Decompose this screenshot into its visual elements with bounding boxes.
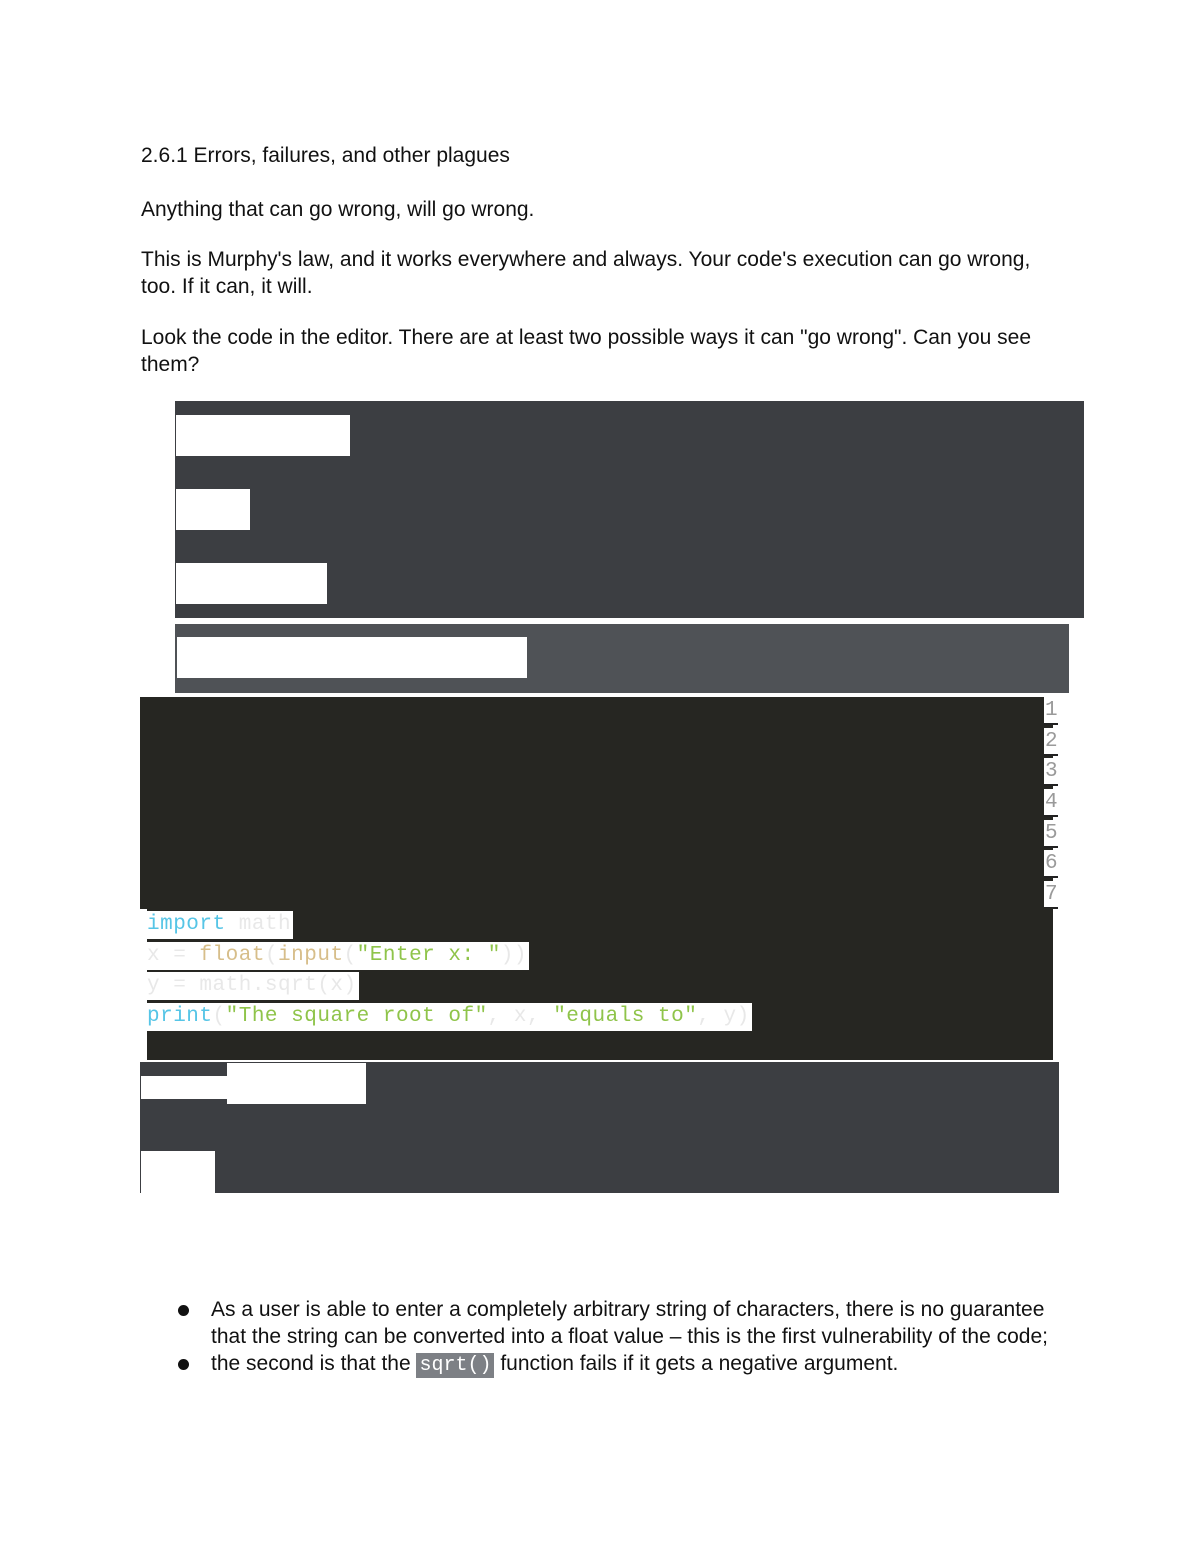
- bullet-text: the second is that the: [211, 1352, 417, 1375]
- code-token: y = math.sqrt(x): [147, 974, 357, 997]
- string-literal: "equals to": [553, 1004, 698, 1028]
- function-name: input: [278, 943, 344, 967]
- code-token: , x,: [487, 1004, 554, 1028]
- redacted-label: [141, 1076, 227, 1099]
- bullet-text: function fails if it gets a negative argument.: [494, 1352, 899, 1375]
- code-token: (: [212, 1004, 226, 1028]
- list-item: [211, 1350, 1051, 1379]
- function-name: float: [199, 943, 265, 967]
- keyword: import: [147, 913, 226, 936]
- line-number-gutter: [1044, 697, 1058, 912]
- code-token: , y): [697, 1004, 750, 1028]
- code-line-import: [147, 911, 293, 939]
- line-number: 2: [1044, 728, 1058, 756]
- editor-toolbar-panel: [175, 401, 1084, 618]
- code-token: x =: [147, 943, 200, 967]
- redacted-button[interactable]: [176, 489, 250, 530]
- bullet-text: As a user is able to enter a completely arbitrary string of characters, there is no guarantee that the string can be converted into a float value – this is the first vulnerability of the code;: [211, 1298, 1048, 1348]
- vulnerability-list: [211, 1296, 1051, 1379]
- code-line-print: [147, 1003, 752, 1031]
- line-number: 4: [1044, 789, 1058, 817]
- string-literal: "The square root of": [225, 1004, 488, 1028]
- editor-prompt-paragraph: Look the code in the editor. There are at least two possible ways it can "go wrong". Can you see them?: [141, 326, 1032, 376]
- intro-paragraph: This is Murphy's law, and it works everywhere and always. Your code's execution can go wrong, too. If it can, it will.: [141, 248, 1031, 298]
- code-block: [147, 911, 752, 1033]
- redacted-button[interactable]: [141, 1151, 215, 1193]
- line-number: 7: [1044, 881, 1058, 909]
- line-number: 1: [1044, 697, 1058, 725]
- code-token: math: [225, 913, 292, 936]
- line-number: 3: [1044, 758, 1058, 786]
- code-line-input: [147, 942, 529, 970]
- keyword: print: [147, 1004, 213, 1028]
- file-tab[interactable]: [177, 637, 527, 678]
- redacted-button[interactable]: [176, 563, 327, 604]
- murphy-quote: Anything that can go wrong, will go wrong.: [141, 198, 535, 221]
- line-number: 6: [1044, 850, 1058, 878]
- code-editor-area[interactable]: [140, 697, 1053, 909]
- string-literal: "Enter x: ": [356, 943, 501, 967]
- code-token: (: [343, 943, 357, 967]
- section-heading: 2.6.1 Errors, failures, and other plagues: [141, 144, 510, 167]
- console-panel: [140, 1062, 1059, 1193]
- editor-tab-bar: [175, 624, 1069, 693]
- line-number: 5: [1044, 820, 1058, 848]
- list-item: [211, 1296, 1051, 1350]
- inline-code: sqrt(): [416, 1353, 494, 1378]
- redacted-button[interactable]: [176, 415, 350, 456]
- code-line-sqrt: [147, 972, 359, 1000]
- code-token: )): [500, 943, 528, 967]
- code-token: (: [264, 943, 279, 967]
- redacted-button[interactable]: [227, 1063, 366, 1104]
